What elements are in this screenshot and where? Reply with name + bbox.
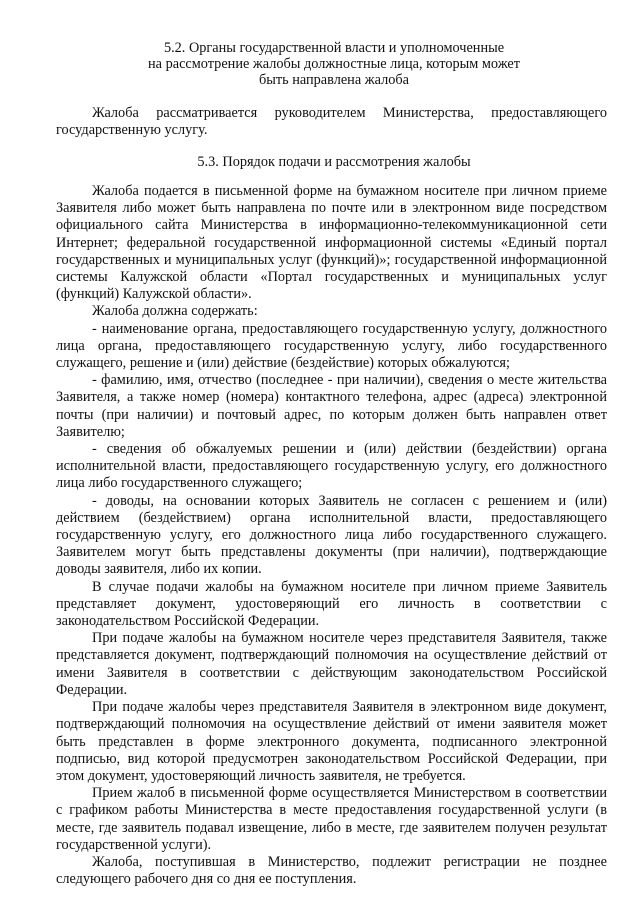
paragraph-submission-methods: Жалоба подается в письменной форме на бумажном носителе при личном приеме Заявителя либо может быть направлена по почте или в электронном виде посредством официального сайта Министерства в информационно-телекоммуникационной сети Интернет; федеральной государственной информационной системы «Единый портал государственных и муниципальных услуг (функций)»; государственной информационной системы Калужской области «Портал государственных и муниципальных услуг (функций) Калужской области».: [56, 183, 607, 303]
list-item-authority-name: - наименование органа, предоставляющего государственную услугу, должностного лица органа, предоставляющего государственную услугу, либо государственного служащего, решение и (или) действие (бездействие) которых обжалуются;: [56, 320, 607, 372]
section-5-2-paragraph: Жалоба рассматривается руководителем Министерства, предоставляющего государственную услугу.: [56, 105, 607, 139]
paragraph-representative-electronic: При подаче жалобы через представителя Заявителя в электронном виде документ, подтверждающий полномочия на осуществление действий от имени заявителя может быть представлен в форме электронного документа, подписанного электронной подписью, вид которой предусмотрен законодательством Российской Федерации, при этом документ, удостоверяющий личность заявителя, не требуется.: [56, 699, 607, 784]
paragraph-complaint-contents: Жалоба должна содержать:: [92, 303, 258, 320]
section-5-2-body: [56, 105, 607, 139]
section-5-3-title: 5.3. Порядок подачи и рассмотрения жалобы: [197, 154, 471, 170]
list-item-appealed-decisions: - сведения об обжалуемых решении и (или) действии (бездействии) органа исполнительной власти, предоставляющего государственную услугу, его должностного лица либо государственного служащего;: [56, 441, 607, 492]
list-item-arguments: - доводы, на основании которых Заявитель не согласен с решением и (или) действием (бездействием) органа исполнительной власти, предоставляющего государственную услугу, его должностного лица либо государственного служащего. Заявителем могут быть представлены документы (при наличии), подтверждающие доводы заявителя, либо их копии.: [56, 492, 607, 578]
paragraph-reception-schedule: Прием жалоб в письменной форме осуществляется Министерством в соответствии с графиком работы Министерства в месте предоставления государственной услуги (в месте, где заявитель подавал извещение, либо в месте, где заявителем получен результат государственной услуги).: [56, 785, 607, 853]
section-5-2-title: [60, 40, 608, 88]
section-5-3-body: [56, 183, 607, 888]
paragraph-personal-submission: В случае подачи жалобы на бумажном носителе при личном приеме Заявитель представляет документ, удостоверяющий его личность в соответствии с законодательством Российской Федерации.: [56, 578, 607, 630]
section-5-2-title-line: 5.2. Органы государственной власти и уполномоченные: [163, 40, 505, 56]
section-5-2-title-line: быть направлена жалоба: [258, 72, 410, 88]
section-5-2-title-line: на рассмотрение жалобы должностные лица, которым может: [148, 56, 520, 72]
paragraph-registration-deadline: Жалоба, поступившая в Министерство, подлежит регистрации не позднее следующего рабочего дня со дня ее поступления.: [56, 853, 607, 888]
list-item-applicant-details: - фамилию, имя, отчество (последнее - при наличии), сведения о месте жительства Заявителя, а также номер (номера) контактного телефона, адрес (адреса) электронной почты (при наличии) и почтовый адрес, по которым должен быть направлен ответ Заявителю;: [56, 372, 607, 440]
paragraph-representative-paper: При подаче жалобы на бумажном носителе через представителя Заявителя, также представляется документ, подтверждающий полномочия на осуществление действий от имени Заявителя в соответствии с действующим законодательством Российской Федерации.: [56, 630, 607, 698]
